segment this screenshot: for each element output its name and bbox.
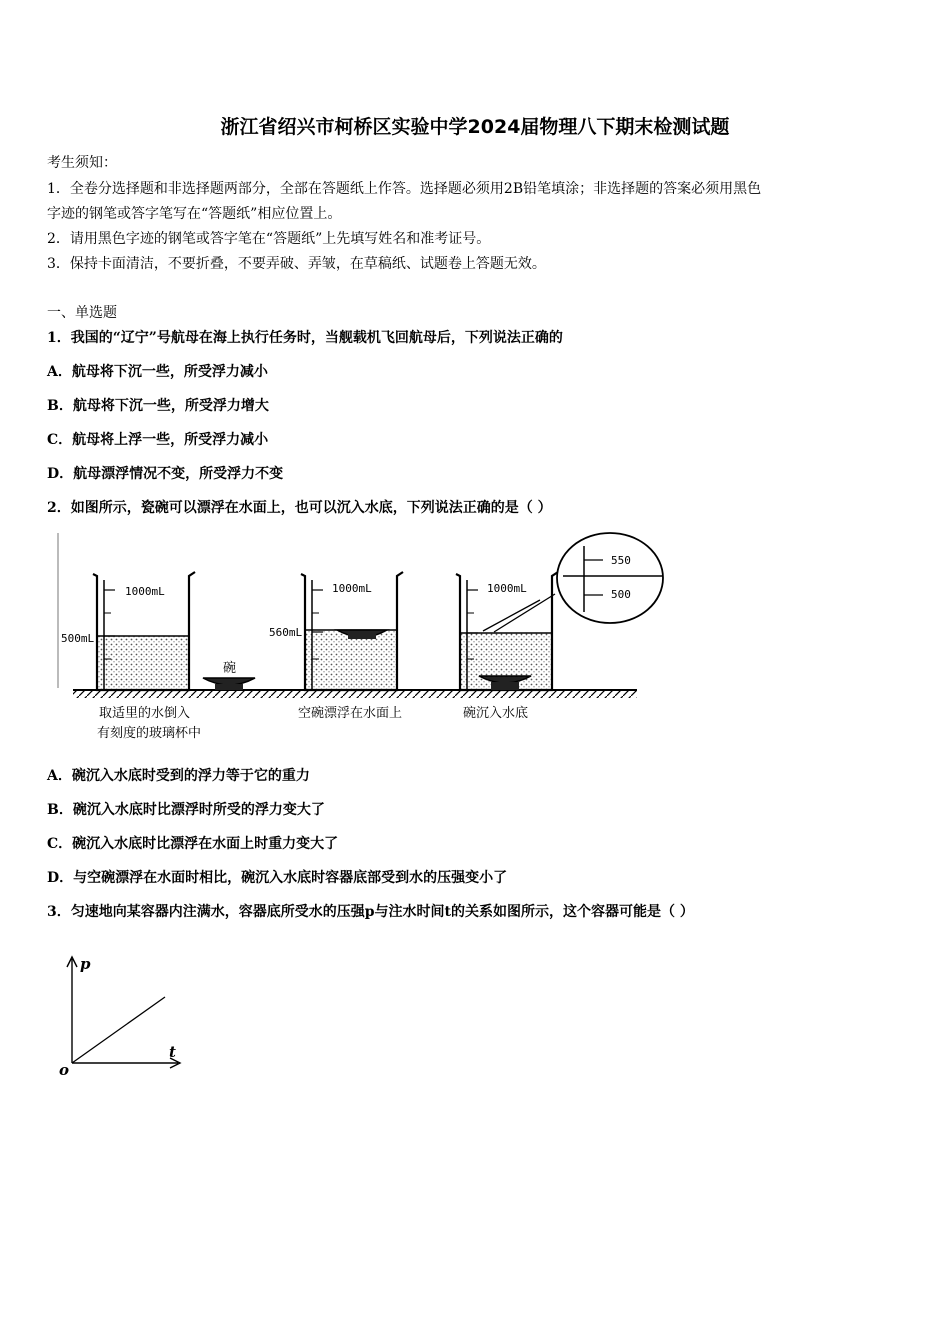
- bowl-label: 碗: [223, 661, 237, 676]
- pressure-time-line: [72, 997, 165, 1063]
- cup-3-top-label: 1000mL: [487, 582, 527, 595]
- x-axis-label: t: [169, 1043, 176, 1061]
- caption-step-1a: 取适里的水倒入: [99, 706, 191, 721]
- notice-item: 1．全卷分选择题和非选择题两部分，全部在答题纸上作答。选择题必须用2B铅笔填涂；非选择题的答案必须用黑色: [47, 181, 762, 197]
- q1-option-d: D．航母漂浮情况不变，所受浮力不变: [47, 466, 284, 482]
- zoom-callout: [557, 533, 663, 623]
- left-level-label: 500mL: [61, 632, 95, 645]
- mid-level-label: 560mL: [269, 626, 303, 639]
- section-heading: 一、单选题: [47, 305, 117, 321]
- notice-item: 3．保持卡面清洁，不要折叠，不要弄破、弄皱，在草稿纸、试题卷上答题无效。: [47, 256, 546, 272]
- caption-step-3: 碗沉入水底: [463, 706, 529, 721]
- q1-option-c: C．航母将上浮一些，所受浮力减小: [47, 432, 269, 448]
- caption-step-2: 空碗漂浮在水面上: [298, 706, 403, 721]
- q3-stem: 3．匀速地向某容器内注满水，容器底所受水的压强p与注水时间t的关系如图所示，这个容器可能是（ ）: [47, 904, 694, 920]
- cup-1-top-label: 1000mL: [125, 585, 165, 598]
- caption-step-1b: 有刻度的玻璃杯中: [97, 726, 202, 741]
- q2-stem: 2．如图所示，瓷碗可以漂浮在水面上，也可以沉入水底，下列说法正确的是（ ）: [47, 500, 552, 516]
- zoom-label-top: 550: [611, 554, 631, 567]
- q1-option-a: A．航母将下沉一些，所受浮力减小: [47, 364, 268, 380]
- page-title: 浙江省绍兴市柯桥区实验中学2024届物理八下期末检测试题: [220, 116, 730, 138]
- q2-option-d: D．与空碗漂浮在水面时相比，碗沉入水底时容器底部受到水的压强变小了: [47, 870, 508, 886]
- notice-heading: 考生须知：: [47, 155, 117, 171]
- origin-label: o: [59, 1061, 70, 1079]
- q3-graph: [50, 945, 200, 1085]
- q2-option-c: C．碗沉入水底时比漂浮在水面上时重力变大了: [47, 836, 339, 852]
- q2-option-a: A．碗沉入水底时受到的浮力等于它的重力: [47, 768, 310, 784]
- zoom-label-bottom: 500: [611, 588, 631, 601]
- notice-item: 2．请用黑色字迹的钢笔或答字笔在“答题纸”上先填写姓名和准考证号。: [47, 231, 491, 247]
- q1-option-b: B．航母将下沉一些，所受浮力增大: [47, 398, 269, 414]
- bowl-on-ground: [203, 678, 255, 685]
- q1-stem: 1．我国的“辽宁”号航母在海上执行任务时，当舰载机飞回航母后，下列说法正确的: [47, 330, 563, 346]
- notice-item: 字迹的钢笔或答字笔写在“答题纸”相应位置上。: [47, 206, 342, 222]
- cup-2-top-label: 1000mL: [332, 582, 372, 595]
- q2-option-b: B．碗沉入水底时比漂浮时所受的浮力变大了: [47, 802, 325, 818]
- y-axis-label: p: [80, 955, 91, 973]
- q2-figure: [55, 528, 675, 748]
